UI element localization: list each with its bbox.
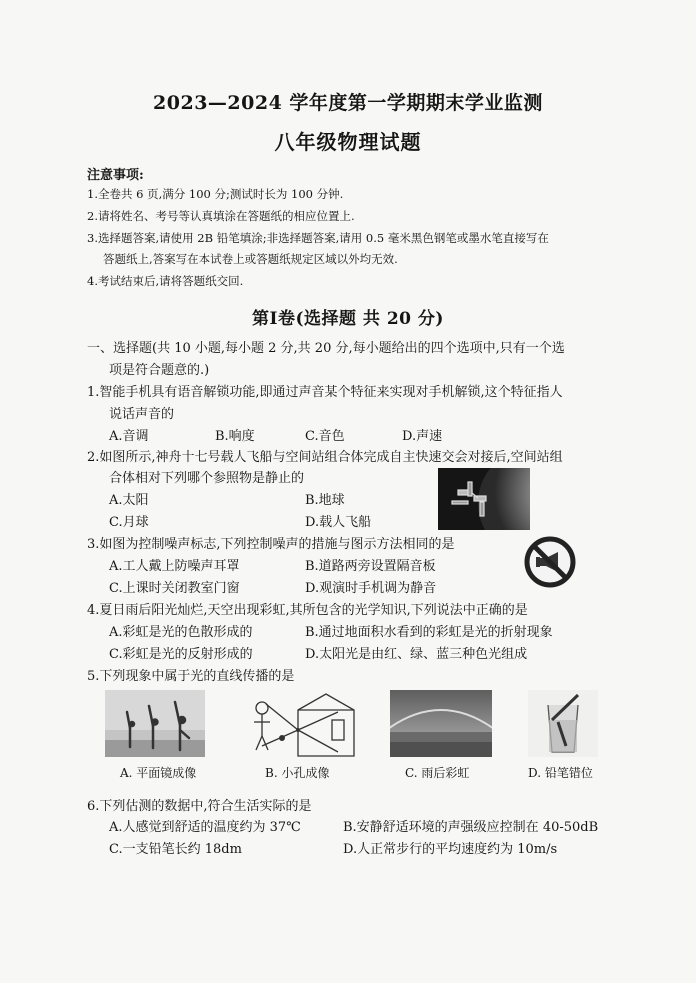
pinhole-image-picture: [236, 690, 360, 760]
question-4-stem: 4.夏日雨后阳光灿烂,天空出现彩虹,其所包含的光学知识,下列说法中正确的是: [87, 603, 528, 618]
question-5-stem: 5.下列现象中属于光的直线传播的是: [87, 669, 295, 684]
question-2-stem-cont: 合体相对下列哪个参照物是静止的: [109, 471, 305, 486]
question-3-option-a: A.工人戴上防噪声耳罩: [109, 559, 240, 574]
notes-item-3: 3.选择题答案,请使用 2B 铅笔填涂;非选择题答案,请用 0.5 毫米黑色钢笔或墨水笔直接写在: [87, 231, 549, 245]
question-4-option-a: A.彩虹是光的色散形成的: [109, 625, 253, 640]
question-6-option-c: C.一支铅笔长约 18dm: [109, 842, 242, 857]
rainbow-picture: [390, 690, 492, 757]
question-1-stem: 1.智能手机具有语音解锁功能,即通过声音某个特征来实现对手机解锁,这个特征指人: [87, 385, 563, 400]
question-5-option-d: D. 铅笔错位: [528, 766, 593, 780]
pencil-in-glass-picture: [528, 690, 598, 757]
question-6-option-a: A.人感觉到舒适的温度约为 37℃: [109, 820, 301, 835]
question-3-option-d: D.观演时手机调为静音: [305, 581, 437, 596]
question-3-option-b: B.道路两旁设置隔音板: [305, 559, 436, 574]
notes-item-3-cont: 答题纸上,答案写在本试卷上或答题纸规定区域以外均无效.: [103, 252, 398, 266]
question-2-option-c: C.月球: [109, 515, 149, 530]
question-5-option-c: C. 雨后彩虹: [405, 766, 470, 780]
space-station-image: [438, 468, 530, 530]
question-6-option-d: D.人正常步行的平均速度约为 10m/s: [343, 842, 558, 857]
notes-item-1: 1.全卷共 6 页,满分 100 分;测试时长为 100 分钟.: [87, 187, 344, 201]
question-1-stem-cont: 说话声音的: [109, 407, 175, 422]
question-1-option-d: D.声速: [402, 429, 443, 444]
question-1-option-a: A.音调: [109, 429, 149, 444]
question-2-stem: 2.如图所示,神舟十七号载人飞船与空间站组合体完成自主快速交会对接后,空间站组: [87, 450, 563, 465]
question-4-option-c: C.彩虹是光的反射形成的: [109, 647, 253, 662]
section-title: 第Ⅰ卷(选择题 共 20 分): [252, 309, 444, 329]
question-2-option-b: B.地球: [305, 493, 345, 508]
exam-title: 2023—2024 学年度第一学期期末学业监测: [153, 92, 543, 114]
notes-heading: 注意事项:: [87, 168, 144, 183]
notes-item-2: 2.请将姓名、考号等认真填涂在答题纸的相应位置上.: [87, 209, 355, 223]
question-6-stem: 6.下列估测的数据中,符合生活实际的是: [87, 799, 312, 814]
question-3-option-c: C.上课时关闭教室门窗: [109, 581, 240, 596]
question-6-option-b: B.安静舒适环境的声强级应控制在 40-50dB: [343, 820, 599, 835]
question-4-option-d: D.太阳光是由红、绿、蓝三种色光组成: [305, 647, 528, 662]
question-5-option-b: B. 小孔成像: [265, 766, 330, 780]
question-2-option-a: A.太阳: [109, 493, 149, 508]
question-1-option-c: C.音色: [305, 429, 345, 444]
section-intro: 一、选择题(共 10 小题,每小题 2 分,共 20 分,每小题给出的四个选项中,只有一个选: [87, 341, 565, 356]
mirror-image-picture: [105, 690, 205, 757]
question-3-stem: 3.如图为控制噪声标志,下列控制噪声的措施与图示方法相同的是: [87, 537, 455, 552]
exam-subtitle: 八年级物理试题: [274, 130, 422, 154]
notes-item-4: 4.考试结束后,请将答题纸交回.: [87, 274, 244, 288]
question-5-option-a: A. 平面镜成像: [120, 766, 197, 780]
no-horn-sign-icon: [524, 536, 576, 588]
question-2-option-d: D.载人飞船: [305, 515, 372, 530]
section-intro-cont: 项是符合题意的.): [109, 363, 210, 378]
question-1-option-b: B.响度: [215, 429, 255, 444]
question-4-option-b: B.通过地面积水看到的彩虹是光的折射现象: [305, 625, 553, 640]
